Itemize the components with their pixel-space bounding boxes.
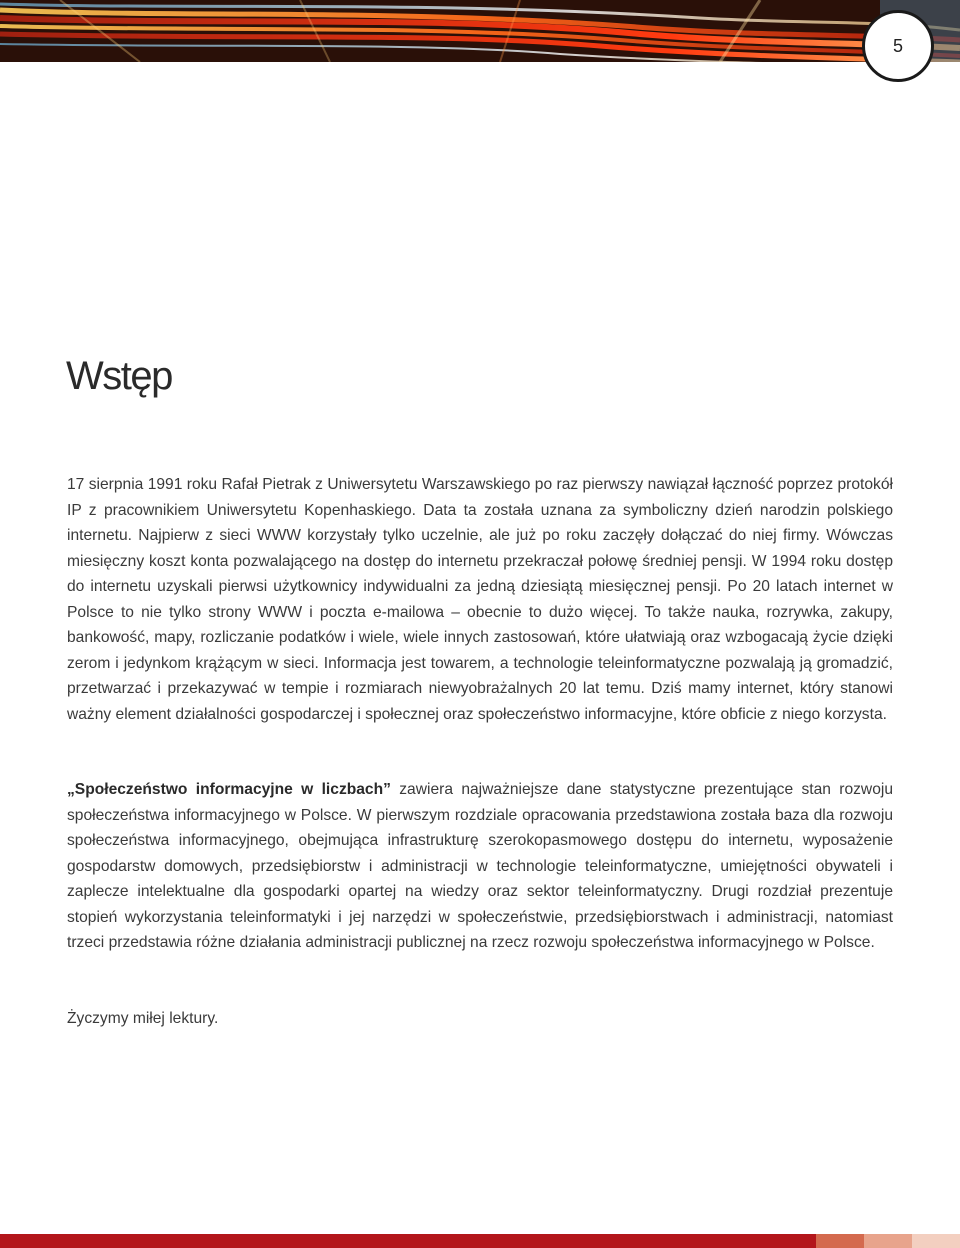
light-trails-graphic: [0, 0, 960, 62]
publication-description-paragraph: [67, 777, 893, 956]
publication-title: „Społeczeństwo informacyjne w liczbach”: [67, 781, 391, 798]
publication-description-text: zawiera najważniejsze dane statystyczne prezentujące stan rozwoju społeczeństwa informacyjnego w Polsce. W pierwszym rozdziale opracowania przedstawiona została baza dla rozwoju społeczeństwa informacyjnego, obejmująca infrastrukturę szerokopasmowego dostępu do internetu, wyposażenie gospodarstw domowych, przedsiębiorstw i administracji w technologie teleinformatyczne, umiejętności obywateli i zaplecze intelektualne dla gospodarki opartej na wiedzy oraz sektor teleinformatyczny. Drugi rozdział prezentuje stopień wykorzystania teleinformatyki i jej narzędzi w społeczeństwie, przedsiębiorstwach i administracji, natomiast trzeci przedstawia różne działania administracji publicznej na rzecz rozwoju społeczeństwa informacyjnego w Polsce.: [67, 781, 894, 951]
page-number: 5: [892, 35, 903, 56]
header-banner-image: [0, 0, 960, 62]
footer-accent-segment: [912, 1234, 960, 1248]
intro-paragraph: 17 sierpnia 1991 roku Rafał Pietrak z Uniwersytetu Warszawskiego po raz pierwszy nawiązał łączność poprzez protokół IP z pracownikiem Uniwersytetu Kopenhaskiego. Data ta została uznana za symboliczny dzień narodzin polskiego internetu. Najpierw z sieci WWW korzystały tylko uczelnie, ale już po roku zaczęły dołączać do niej firmy. Wówczas miesięczny koszt konta pozwalającego na dostęp do internetu przekraczał połowę średniej pensji. W 1994 roku dostęp do internetu uzyskali pierwsi użytkownicy indywidualni za jedną dziesiątą miesięcznej pensji. Po 20 latach internet w Polsce to nie tylko strony WWW i poczta e-mailowa – obecnie to dużo więcej. To także nauka, rozrywka, zakupy, bankowość, mapy, rozliczanie podatków i wiele, wiele innych zastosowań, które ułatwiają oraz wzbogacają życie dzięki zerom i jedynkom krążącym w sieci. Informacja jest towarem, a technologie teleinformatyczne pozwalają ją gromadzić, przetwarzać i przekazywać w tempie i rozmiarach niewyobrażalnych 20 lat temu. Dziś mamy internet, który stanowi ważny element działalności gospodarczej i społecznej oraz społeczeństwo informacyjne, które obficie z niego korzysta.: [67, 476, 893, 723]
footer-accent-bar: [0, 1234, 960, 1248]
page-number-badge: [862, 10, 934, 82]
closing-wish: Życzymy miłej lektury.: [67, 1010, 219, 1027]
footer-accent-segment: [816, 1234, 864, 1248]
footer-accent-segment: [864, 1234, 912, 1248]
page-title: Wstęp: [66, 354, 172, 398]
